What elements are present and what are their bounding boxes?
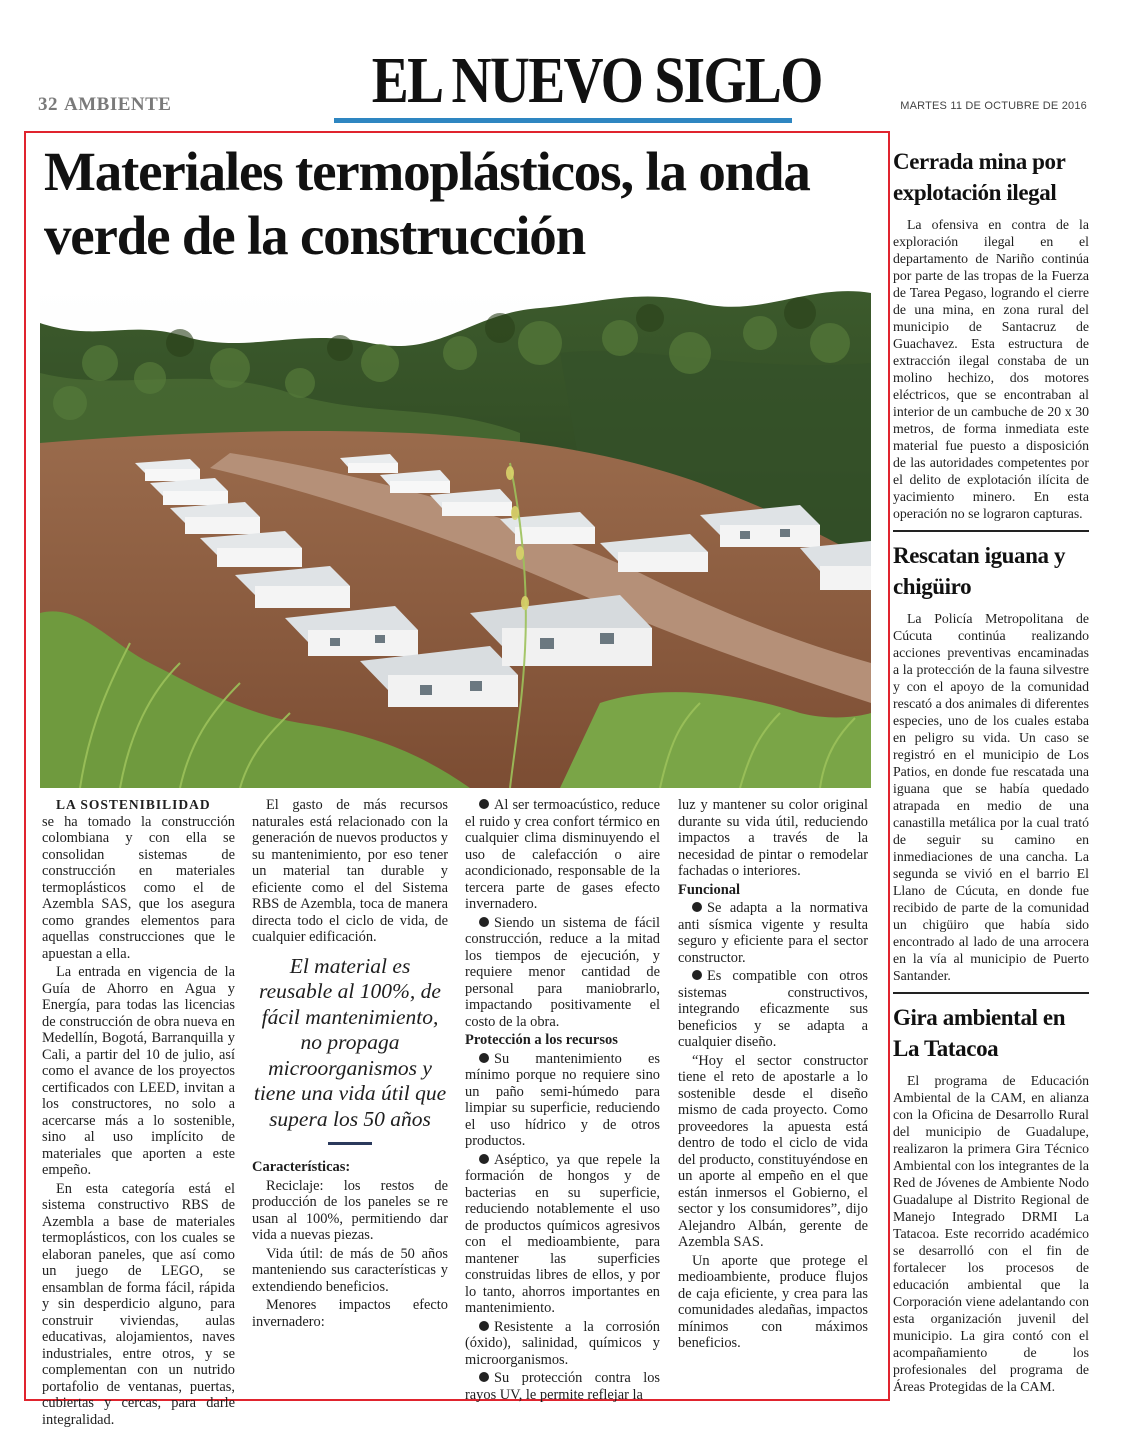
article-paragraph: luz y mantener su color original durante su vida útil, reduciendo impactos a través de la necesidad de pintar o remodelar fachadas o interiores. <box>678 797 868 879</box>
article-paragraph: Menores impactos efecto invernadero: <box>252 1297 448 1330</box>
pull-quote: El material es reusable al 100%, de fácil mantenimiento, no propaga microorganismos y tiene una vida útil que supera los 50 años <box>253 953 447 1131</box>
brief-tatacoa <box>893 1002 1089 1395</box>
page-number: 32 <box>38 94 58 115</box>
brief-mina <box>893 146 1089 522</box>
article-column-1 <box>42 797 235 1430</box>
bullet-icon <box>692 902 702 912</box>
bullet-item: Es compatible con otros sistemas constructivos, integrando eficazmente sus beneficios y se adapta a cualquier diseño. <box>678 968 868 1050</box>
brief-body: El programa de Educación Ambiental de la CAM, en alianza con la Oficina de Desarrollo Rural del municipio de Guadalupe, realizaron la primera Gira Técnico Ambiental con los integrantes de la Red de Jóvenes de Ambiente Nodo Guadalupe al Distrito Regional de Manejo Integrado DRMI La Tatacoa. Este recorrido académico se desarrolló con el fin de fortalecer los procesos de educación ambiental que la Corporación viene adelantando con esta organización juvenil del municipio. La gira contó con el acompañamiento de los profesionales del programa de Áreas Protegidas de la CAM. <box>893 1073 1089 1394</box>
brief-body: La ofensiva en contra de la exploración ilegal en el departamento de Nariño continúa por parte de las tropas de la Fuerza de Tarea Pegaso, logrando el cierre de una mina, en zona rural del municipio de Santacruz de Guachavez. Esta estructura de extracción ilegal constaba de un molino hechizo, dos motores eléctricos, que se encontraban al interior de un cambuche de 20 x 30 metros, de forma inmediata este material fue puesto a disposición de las autoridades competentes por el delito de explotación ilícita de yacimiento minero. En esta operación no se lograron capturas. <box>893 217 1089 521</box>
brief-headline: Rescatan iguana y chigüiro <box>893 543 1066 599</box>
pull-quote-divider <box>328 1142 372 1145</box>
section-name: AMBIENTE <box>64 94 172 115</box>
bullet-item: Su mantenimiento es mínimo porque no requiere sino un paño semi-húmedo para limpiar su superficie, reduciendo el uso hídrico y de otros productos. <box>465 1050 660 1149</box>
bullet-icon <box>479 1321 489 1331</box>
brief-iguana <box>893 540 1089 984</box>
bullet-item: Se adapta a la normativa anti sísmica vigente y resulta seguro y eficiente para el sector constructor. <box>678 900 868 966</box>
bullet-item: Resistente a la corrosión (óxido), salinidad, químicos y microorganismos. <box>465 1318 660 1368</box>
bullet-item: Aséptico, ya que repele la formación de hongos y de bacterias en su superficie, reduciendo notablemente el uso de productos químicos agresivos con el medioambiente, para mantener las superficies construidas libres de ellos, y por lo tanto, ahorros importantes en mantenimiento. <box>465 1151 660 1316</box>
bullet-icon <box>479 799 489 809</box>
bullet-item: Su protección contra los rayos UV, le permite reflejar la <box>465 1370 660 1403</box>
sidebar-divider <box>893 992 1089 994</box>
issue-date: MARTES 11 DE OCTUBRE DE 2016 <box>900 100 1087 112</box>
brief-body: La Policía Metropolitana de Cúcuta continúa realizando acciones preventivas encaminadas a la protección de la fauna silvestre y con el apoyo de la comunidad rescató a dos animales di diferentes especies, uno de los cuales estaba en peligro su vida. Un caso se registró en el municipio de Los Patios, en donde fue rescatada una iguana que se había quedado atrapada en medio de una canastilla metálica por la cual trató de seguir su camino en inmediaciones de una cancha. La segunda se vivió en el barrio El Llano de Cúcuta, en donde fue recibido de parte de la comunidad un chigüiro que había sido encontrado al lado de una arrocera en la vía al municipio de Puerto Santander. <box>893 611 1089 983</box>
article-column-4 <box>678 797 868 1354</box>
article-paragraph: “Hoy el sector constructor tiene el reto de apostarle a lo sostenible desde el diseño mismo de cada proyecto. Como proveedores la apuesta está dentro de todo el ciclo de vida del producto, constituyéndose en un aporte al empeño en el que están inmersos el Gobierno, el sector y los consumidores”, dijo Alejandro Albán, gerente de Azembla SAS. <box>678 1052 868 1250</box>
subhead-funcional: Funcional <box>678 881 741 898</box>
page-section-label <box>38 94 171 116</box>
article-kicker: LA SOSTENIBILIDAD <box>56 797 211 812</box>
masthead <box>0 0 1125 130</box>
article-paragraph: Reciclaje: los restos de producción de los paneles se re usan al 100%, permitiendo dar vida a nuevas piezas. <box>252 1177 448 1243</box>
article-paragraph: En esta categoría está el sistema constructivo RBS de Azembla a base de materiales termoplásticos, con los cuales se elaboran paneles, que así como un juego de LEGO, se ensamblan de forma fácil, rápida y sin desperdicio alguno, para construir viviendas, aulas educativas, alojamientos, naves industriales, entre otros, y se complementan con un nutrido portafolio de ventanas, puertas, cubiertas y cercas, para darle integralidad. <box>42 1180 235 1428</box>
brief-headline: Gira ambiental en La Tatacoa <box>893 1005 1066 1061</box>
article-paragraph: Un aporte que protege el medioambiente, produce flujos de caja eficiente, y crea para las comunidades aledañas, impactos mínimos con máximos beneficios. <box>678 1252 868 1351</box>
subhead-proteccion: Protección a los recursos <box>465 1032 618 1048</box>
article-paragraph: El gasto de más recursos naturales está relacionado con la generación de nuevos productos y su mantenimiento, por eso tener un material tan durable y eficiente como el del Sistema RBS de Azembla, toca de manera directa todo el ciclo de vida, de cualquier edificación. <box>252 797 448 945</box>
bullet-item: Siendo un sistema de fácil construcción, reduce a la mitad los tiempos de ejecución, y requiere menor cantidad de personal para maniobrarlo, impactando positivamente el costo de la obra. <box>465 914 660 1030</box>
newspaper-logo: EL NUEVO SIGLO <box>371 44 822 117</box>
bullet-icon <box>479 1154 489 1164</box>
brief-headline: Cerrada mina por explotación ilegal <box>893 149 1066 205</box>
article-paragraph: se ha tomado la construcción colombiana y con ella se consolidan sistemas de construcción en materiales termoplásticos como el de Azembla SAS, que los asegura como grandes elementos para aquellas construcciones que le apuestan a ella. <box>42 813 235 962</box>
bullet-item: Al ser termoacústico, reduce el ruido y crea confort térmico en cualquier clima disminuyendo el uso de calefacción o aire acondicionado, responsable de la tercera parte de gases efecto invernadero. <box>465 797 660 912</box>
article-paragraph: La entrada en vigencia de la Guía de Ahorro en Agua y Energía, para todas las licencias de construcción de obra nueva en Medellín, Bogotá, Barranquilla y Cali, a partir del 10 de julio, así como el avance de los proyectos certificados con LEED, invitan a los constructores, no solo a acercarse más a lo sostenible, sino al uso implícito de materiales que aporten a este empeño. <box>42 964 235 1178</box>
housing-development-photo <box>40 283 871 788</box>
sidebar-divider <box>893 530 1089 532</box>
article-paragraph: Vida útil: de más de 50 años manteniendo sus características y extendiendo beneficios. <box>252 1245 448 1295</box>
bullet-icon <box>479 1053 489 1063</box>
article-column-3 <box>465 797 660 1405</box>
article-column-2 <box>252 797 448 1332</box>
bullet-icon <box>479 1372 489 1382</box>
subhead-caracteristicas: Características: <box>252 1159 351 1175</box>
bullet-icon <box>479 917 489 927</box>
article-headline: Materiales termoplásticos, la onda verde de la construcción <box>44 141 810 266</box>
bullet-icon <box>692 970 702 980</box>
logo-underline <box>334 118 792 123</box>
